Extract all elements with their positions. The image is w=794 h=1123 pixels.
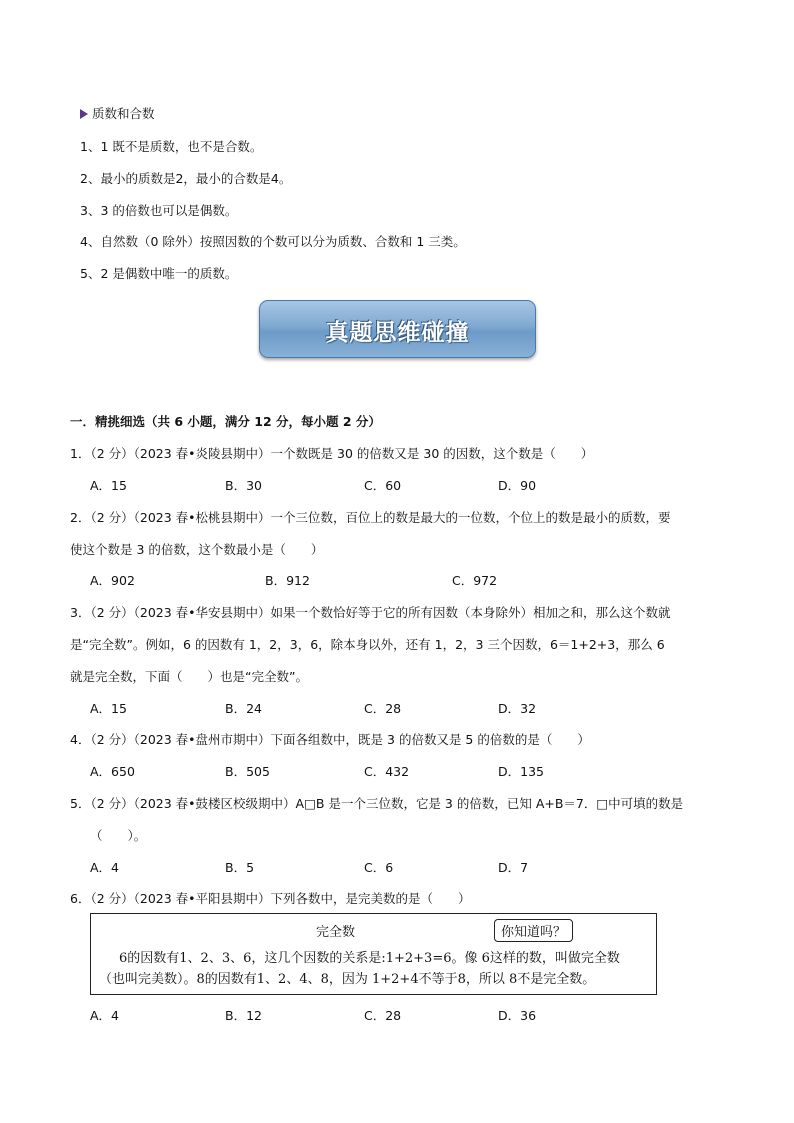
question-3-line-3: 就是完全数，下面（ ）也是“完全数”。 bbox=[70, 669, 308, 684]
section-banner bbox=[259, 300, 536, 358]
infobox-line: （也叫完美数）。8的因数有1、2、4、8，因为 1+2+4不等于8，所以 8不是完全数。 bbox=[99, 972, 596, 987]
infobox-tag: 你知道吗？ bbox=[494, 919, 573, 942]
banner-title: 真题思维碰撞 bbox=[325, 319, 470, 346]
q6-option-c[interactable]: C．28 bbox=[364, 1008, 402, 1023]
knowledge-point: 5、2 是偶数中唯一的质数。 bbox=[80, 266, 238, 281]
infobox-title: 完全数 bbox=[316, 925, 356, 940]
q5-option-a[interactable]: A．4 bbox=[90, 860, 120, 875]
question-2-line-2: 使这个数是 3 的倍数，这个数最小是（ ） bbox=[70, 542, 324, 557]
knowledge-heading: 质数和合数 bbox=[80, 104, 155, 122]
q4-option-d[interactable]: D．135 bbox=[498, 764, 544, 779]
q3-option-c[interactable]: C．28 bbox=[364, 701, 402, 716]
q2-option-a[interactable]: A．902 bbox=[90, 573, 135, 588]
q3-option-b[interactable]: B．24 bbox=[225, 701, 262, 716]
question-3-line-2: 是“完全数”。例如，6 的因数有 1，2，3，6，除本身以外，还有 1，2，3 三个因数，6＝1+2+3，那么 6 bbox=[70, 637, 665, 652]
infobox-line: 6的因数有1、2、3、6，这几个因数的关系是:1+2+3=6。像 6这样的数，叫做完全数 bbox=[119, 951, 620, 966]
perfect-number-infobox bbox=[90, 913, 657, 995]
knowledge-point: 3、3 的倍数也可以是偶数。 bbox=[80, 203, 238, 218]
question-3-line-1: 3．（2 分）（2023 春•华安县期中）如果一个数恰好等于它的所有因数（本身除外）相加之和，那么这个数就 bbox=[70, 605, 671, 620]
question-1: 1．（2 分）（2023 春•炎陵县期中）一个数既是 30 的倍数又是 30 的因数，这个数是（ ） bbox=[70, 446, 594, 461]
knowledge-point: 2、最小的质数是2，最小的合数是4。 bbox=[80, 171, 292, 186]
q2-option-c[interactable]: C．972 bbox=[452, 573, 498, 588]
q3-option-a[interactable]: A．15 bbox=[90, 701, 127, 716]
q2-option-b[interactable]: B．912 bbox=[265, 573, 310, 588]
triangle-bullet-icon bbox=[80, 109, 88, 119]
q5-option-c[interactable]: C．6 bbox=[364, 860, 394, 875]
section-title: 一．精挑细选（共 6 小题，满分 12 分，每小题 2 分） bbox=[70, 414, 381, 429]
q3-option-d[interactable]: D．32 bbox=[498, 701, 537, 716]
question-5-line-1: 5．（2 分）（2023 春•鼓楼区校级期中）A□B 是一个三位数，它是 3 的倍数，已知 A+B＝7．□中可填的数是 bbox=[70, 796, 684, 811]
q5-option-d[interactable]: D．7 bbox=[498, 860, 529, 875]
question-6: 6．（2 分）（2023 春•平阳县期中）下列各数中，是完美数的是（ ） bbox=[70, 891, 471, 906]
q4-option-a[interactable]: A．650 bbox=[90, 764, 135, 779]
q1-option-b[interactable]: B．30 bbox=[225, 478, 262, 493]
q6-option-b[interactable]: B．12 bbox=[225, 1008, 262, 1023]
q1-option-a[interactable]: A．15 bbox=[90, 478, 127, 493]
q6-option-d[interactable]: D．36 bbox=[498, 1008, 537, 1023]
q4-option-c[interactable]: C．432 bbox=[364, 764, 410, 779]
q1-option-c[interactable]: C．60 bbox=[364, 478, 402, 493]
question-5-line-2: （ ）。 bbox=[90, 828, 147, 843]
q6-option-a[interactable]: A．4 bbox=[90, 1008, 120, 1023]
question-2-line-1: 2．（2 分）（2023 春•松桃县期中）一个三位数，百位上的数是最大的一位数，个位上的数是最小的质数，要 bbox=[70, 510, 671, 525]
q5-option-b[interactable]: B．5 bbox=[225, 860, 255, 875]
knowledge-point: 1、1 既不是质数，也不是合数。 bbox=[80, 139, 263, 154]
q1-option-d[interactable]: D．90 bbox=[498, 478, 537, 493]
knowledge-point: 4、自然数（0 除外）按照因数的个数可以分为质数、合数和 1 三类。 bbox=[80, 234, 466, 249]
q4-option-b[interactable]: B．505 bbox=[225, 764, 270, 779]
question-4: 4．（2 分）（2023 春•盘州市期中）下面各组数中，既是 3 的倍数又是 5 的倍数的是（ ） bbox=[70, 732, 590, 747]
